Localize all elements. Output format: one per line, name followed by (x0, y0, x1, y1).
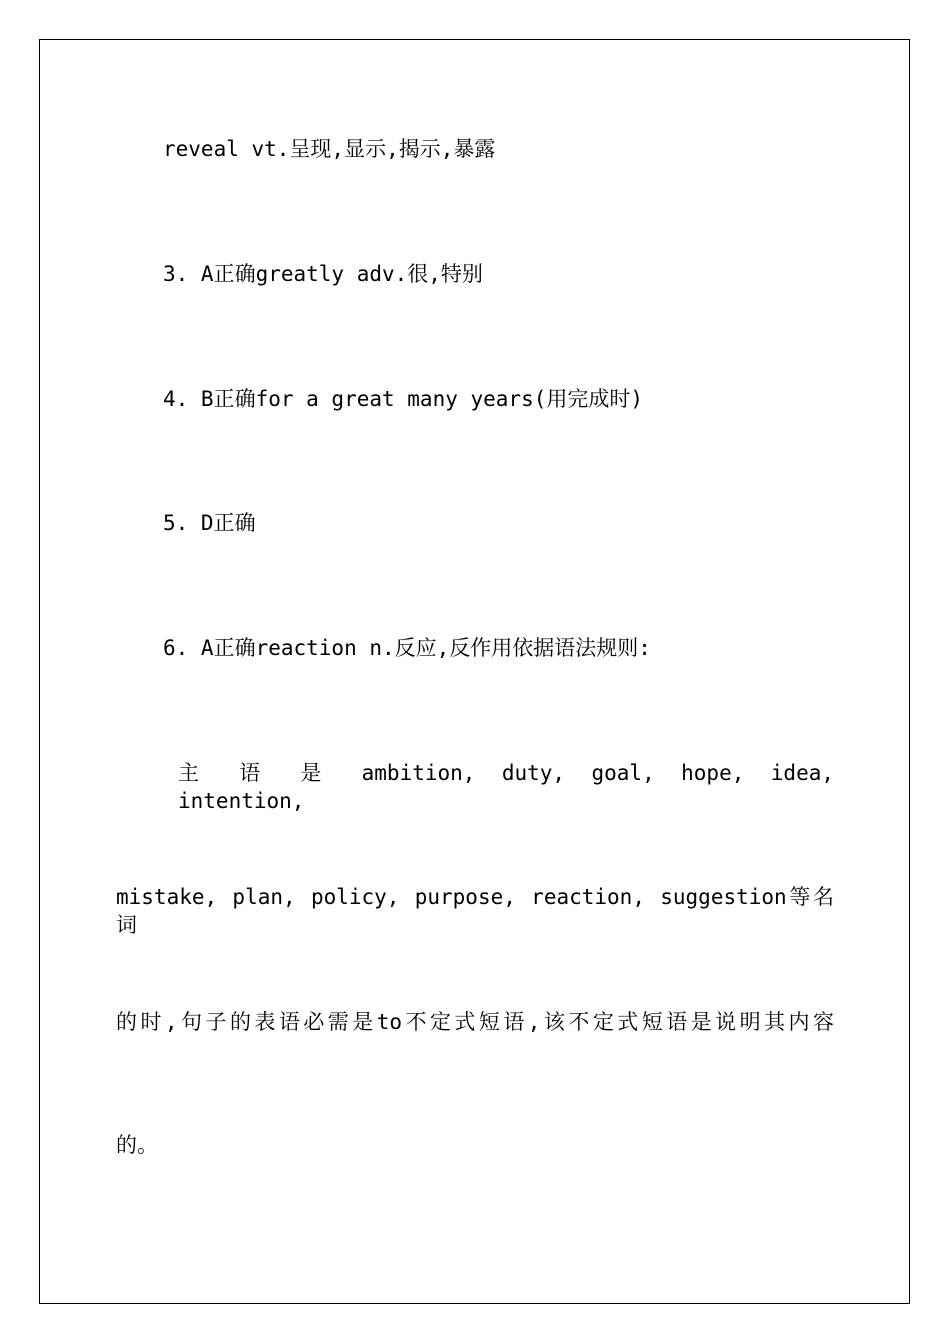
text-line-answer-6: 6. A正确reaction n.反应,反作用依据语法规则: (163, 636, 651, 660)
text-line-grammar-rule-4: 的。 (116, 1133, 158, 1157)
text-line-grammar-rule-2: mistake, plan, policy, purpose, reaction, suggestion等名词 (116, 885, 834, 937)
text-line-answer-5: 5. D正确 (163, 511, 256, 535)
text-line-grammar-rule-3: 的时,句子的表语必需是to不定式短语,该不定式短语是说明其内容 (116, 1010, 834, 1034)
text-line-answer-3: 3. A正确greatly adv.很,特别 (163, 262, 483, 286)
page-border (39, 39, 910, 1304)
text-line-grammar-rule-1: 主 语 是 ambition, duty, goal, hope, idea, intention, (178, 761, 834, 813)
text-line-reveal: reveal vt.呈现,显示,揭示,暴露 (163, 137, 496, 161)
text-line-answer-4: 4. B正确for a great many years(用完成时) (163, 387, 644, 411)
